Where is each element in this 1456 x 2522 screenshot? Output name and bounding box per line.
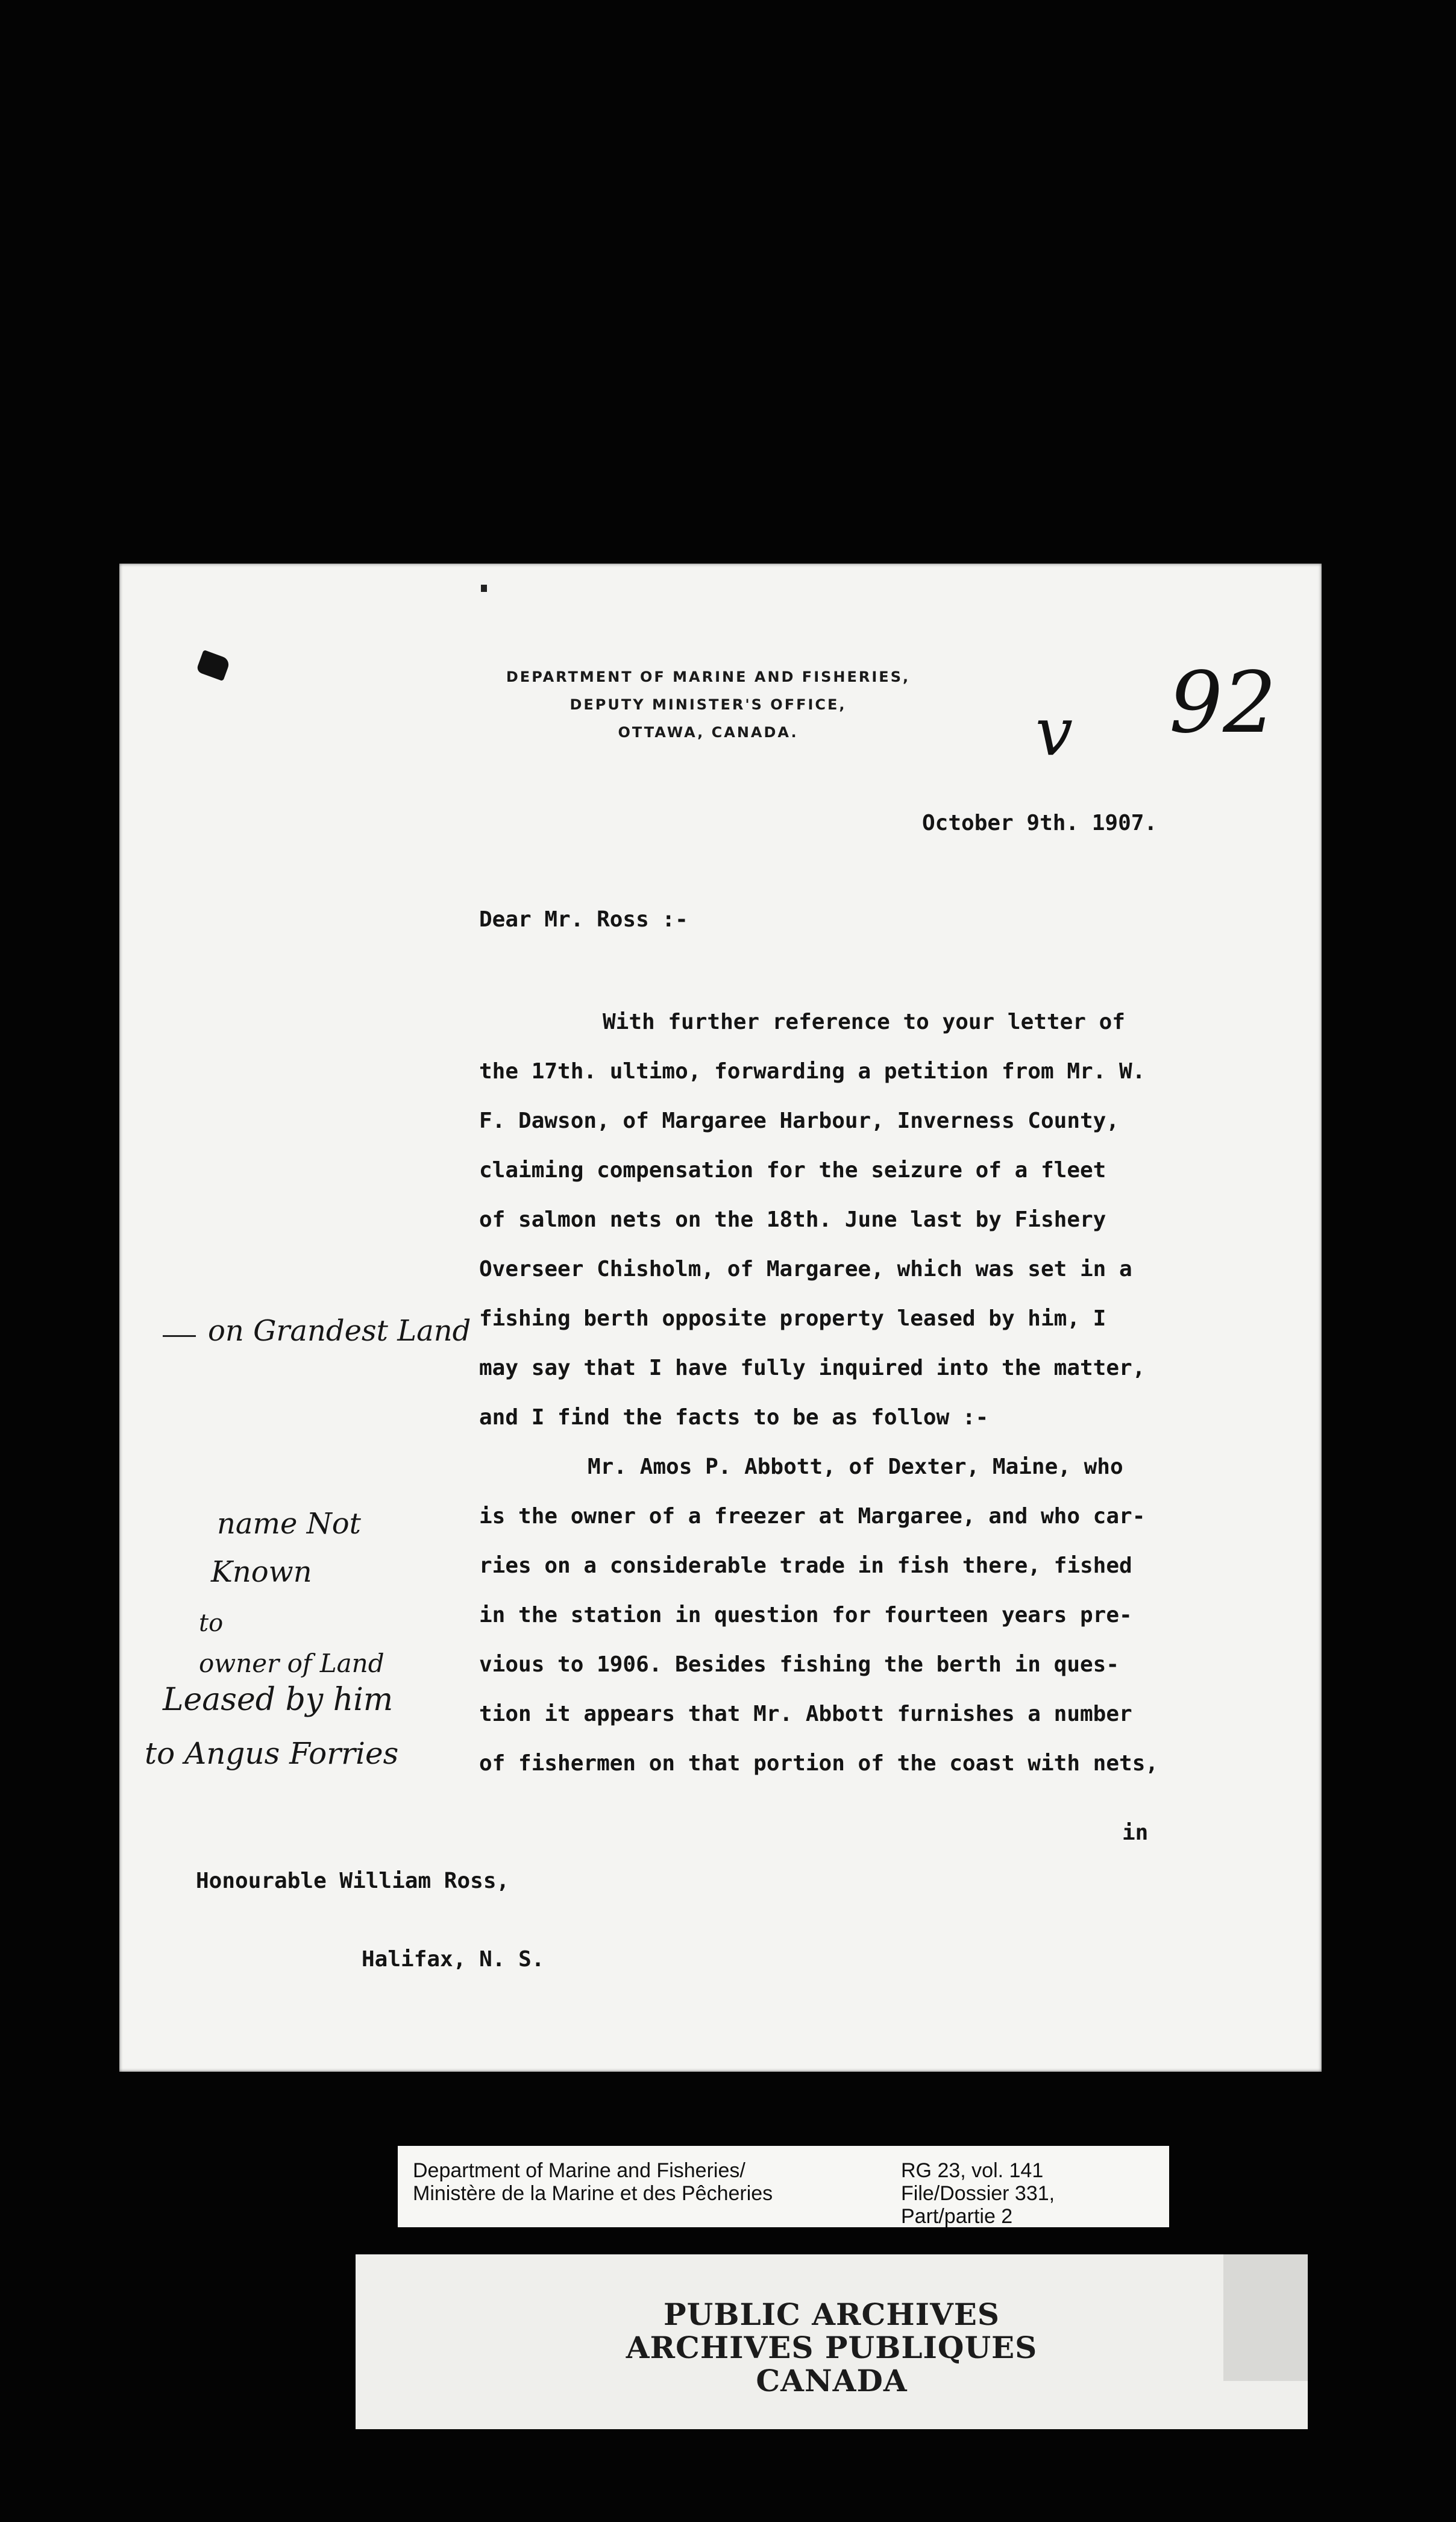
addressee-place: Halifax, N. S. — [362, 1947, 545, 1972]
letterhead-city: OTTAWA, CANADA. — [618, 724, 799, 741]
margin-note-line: Leased by him — [163, 1682, 394, 1718]
body-line: in the station in question for fourteen years pre- — [479, 1603, 1132, 1627]
letterhead-office: DEPUTY MINISTER'S OFFICE, — [570, 696, 847, 713]
body-line: tion it appears that Mr. Abbott furnishes a number — [479, 1702, 1132, 1726]
body-line: is the owner of a freezer at Margaree, and who car- — [479, 1504, 1146, 1529]
page-mark — [481, 585, 487, 592]
stamp-line-country: CANADA — [756, 2363, 908, 2398]
margin-note-line: Known — [211, 1555, 312, 1589]
archive-dept-english: Department of Marine and Fisheries/ — [413, 2159, 745, 2182]
addressee-name: Honourable William Ross, — [196, 1869, 510, 1893]
body-line: of salmon nets on the 18th. June last by Fishery — [479, 1207, 1106, 1232]
letterhead-department: DEPARTMENT OF MARINE AND FISHERIES, — [506, 668, 911, 685]
body-line: ries on a considerable trade in fish there, fished — [479, 1553, 1132, 1578]
margin-note-line: to — [199, 1609, 224, 1637]
handwritten-folio-number: 92 — [1169, 654, 1277, 752]
archive-dept-french: Ministère de la Marine et des Pêcheries — [413, 2182, 773, 2205]
margin-note-line: to Angus Forries — [145, 1736, 399, 1771]
body-line: and I find the facts to be as follow :- — [479, 1405, 989, 1430]
margin-note-line: name Not — [217, 1507, 361, 1541]
body-line: of fishermen on that portion of the coast with nets, — [479, 1751, 1159, 1776]
margin-note-line: owner of Land — [199, 1649, 384, 1678]
body-line: fishing berth opposite property leased by him, I — [479, 1306, 1106, 1331]
letter-date: October 9th. 1907. — [922, 811, 1158, 835]
body-line: the 17th. ultimo, forwarding a petition from Mr. W. — [479, 1059, 1146, 1084]
body-line: With further reference to your letter of — [603, 1010, 1125, 1034]
body-line: claiming compensation for the seizure of a fleet — [479, 1158, 1106, 1183]
catchword: in — [1122, 1820, 1149, 1845]
archive-reference-part: Part/partie 2 — [901, 2205, 1013, 2228]
archive-reference-file: File/Dossier 331, — [901, 2182, 1055, 2205]
body-line: F. Dawson, of Margaree Harbour, Inverness County, — [479, 1108, 1120, 1133]
body-line: may say that I have fully inquired into the matter, — [479, 1356, 1146, 1380]
body-line: Overseer Chisholm, of Margaree, which was set in a — [479, 1257, 1132, 1281]
body-line: Mr. Amos P. Abbott, of Dexter, Maine, who — [588, 1454, 1123, 1479]
margin-dash — [163, 1335, 196, 1337]
letterhead — [422, 663, 994, 746]
salutation: Dear Mr. Ross :- — [479, 907, 688, 932]
archives-stamp — [356, 2254, 1308, 2429]
handwritten-tick: v — [1035, 693, 1073, 770]
body-line: vious to 1906. Besides fishing the berth in ques- — [479, 1652, 1120, 1677]
archive-label — [398, 2146, 1169, 2227]
margin-note-grandest-land: on Grandest Land — [208, 1314, 471, 1348]
stamp-line-fr: ARCHIVES PUBLIQUES — [626, 2330, 1038, 2365]
stamp-line-en: PUBLIC ARCHIVES — [664, 2297, 1000, 2332]
archive-reference-rg: RG 23, vol. 141 — [901, 2159, 1044, 2182]
